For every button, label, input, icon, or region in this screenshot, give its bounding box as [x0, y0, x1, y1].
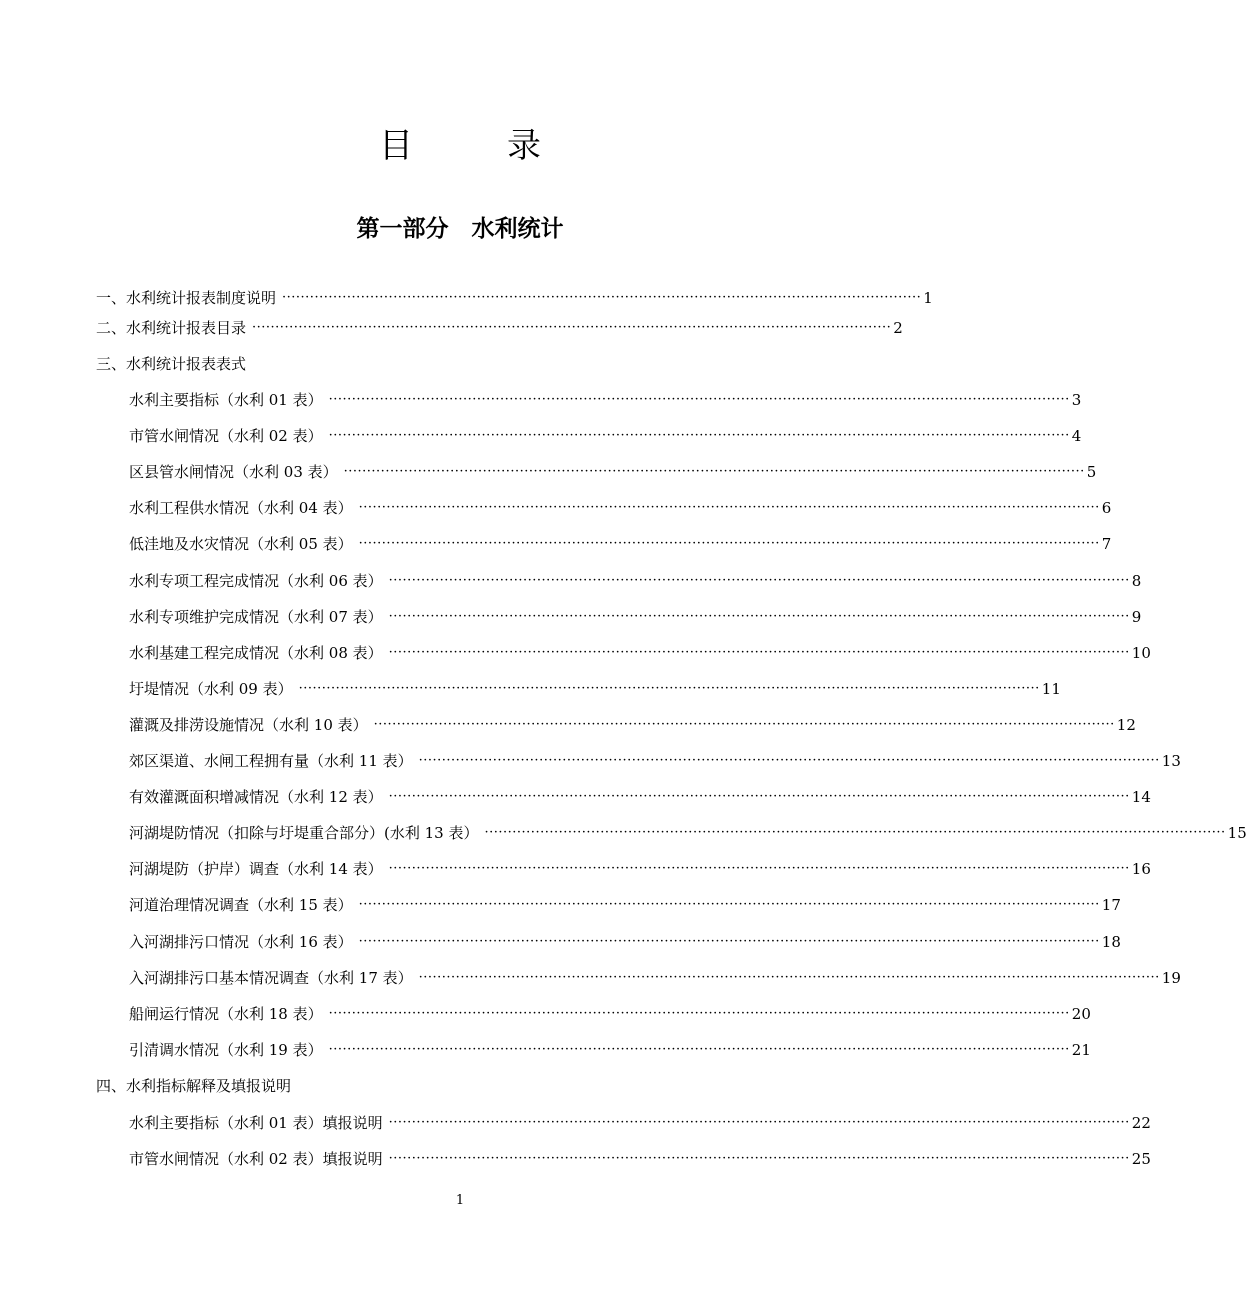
toc-page: 3: [1071, 391, 1082, 409]
toc-label: 有效灌溉面积增减情况（水利 12 表）: [129, 788, 383, 807]
toc-label: 入河湖排污口基本情况调查（水利 17 表）: [129, 968, 413, 987]
toc-page: 11: [1041, 679, 1061, 698]
leader-dots: ································································································································································: [298, 680, 1040, 696]
toc-page: 13: [1161, 752, 1181, 770]
leader-dots: ································································································································································: [328, 1005, 1070, 1021]
toc-row[interactable]: [129, 607, 1142, 627]
toc-section-heading: 三、水利统计报表表式: [96, 355, 247, 373]
toc-row[interactable]: [129, 426, 1082, 446]
toc-page: 17: [1101, 896, 1121, 915]
toc-row[interactable]: [129, 390, 1082, 410]
part-title: 第一部分 水利统计: [356, 216, 564, 242]
toc-label: 水利专项工程完成情况（水利 06 表）: [129, 571, 383, 590]
leader-dots: ································································································································································: [358, 500, 1100, 516]
leader-dots: ································································································································································: [358, 933, 1100, 949]
toc-page: 16: [1131, 860, 1151, 879]
toc-page: 21: [1071, 1040, 1091, 1059]
toc-label: 水利主要指标（水利 01 表）: [129, 391, 323, 409]
toc-label: 船闸运行情况（水利 18 表）: [129, 1004, 323, 1023]
toc-page: 18: [1101, 932, 1121, 951]
toc-row[interactable]: [129, 968, 1181, 988]
toc-page: 10: [1131, 643, 1151, 662]
leader-dots: ································································································································································: [388, 861, 1130, 877]
toc-page: 5: [1086, 463, 1097, 482]
leader-dots: ································································································································································: [388, 644, 1130, 660]
toc-label: 河道治理情况调查（水利 15 表）: [129, 896, 353, 915]
toc-page: 15: [1227, 824, 1247, 843]
leader-dots: ································································································································································: [388, 572, 1130, 588]
toc-page: 6: [1101, 499, 1112, 518]
toc-label: 市管水闸情况（水利 02 表）填报说明: [129, 1150, 383, 1168]
toc-page: 4: [1071, 427, 1082, 446]
toc-page: 2: [893, 319, 903, 337]
leader-dots: ································································································································································: [328, 1041, 1070, 1057]
toc-row[interactable]: [129, 643, 1151, 663]
toc-row[interactable]: [129, 462, 1097, 482]
leader-dots: ································································································································································: [343, 464, 1085, 480]
toc-row[interactable]: [129, 571, 1142, 591]
footer-page-number: 1: [455, 1193, 465, 1208]
toc-row[interactable]: [129, 1113, 1151, 1133]
toc-page: 25: [1131, 1150, 1151, 1168]
toc-label: 区县管水闸情况（水利 03 表）: [129, 463, 338, 482]
toc-page: 22: [1131, 1114, 1151, 1132]
toc-row[interactable]: [129, 787, 1151, 807]
toc-page: 7: [1101, 535, 1112, 554]
toc-page: 9: [1131, 607, 1142, 626]
leader-dots: ································································································································································: [388, 789, 1130, 805]
toc-row[interactable]: [129, 932, 1121, 952]
leader-dots: ································································································································································: [358, 897, 1100, 913]
toc-label: 水利主要指标（水利 01 表）填报说明: [129, 1114, 383, 1132]
toc-row[interactable]: [129, 751, 1181, 771]
toc-label: 入河湖排污口情况（水利 16 表）: [129, 932, 353, 951]
page-title: 目 录: [379, 126, 571, 166]
toc-page: 19: [1161, 968, 1181, 987]
toc-label: 河湖堤防（护岸）调查（水利 14 表）: [129, 860, 383, 879]
leader-dots: ··········································································································································: [282, 290, 922, 305]
toc-label: 灌溉及排涝设施情况（水利 10 表）: [129, 715, 368, 734]
leader-dots: ································································································································································: [328, 392, 1070, 407]
toc-row[interactable]: [129, 1004, 1091, 1024]
toc-label: 引清调水情况（水利 19 表）: [129, 1040, 323, 1059]
toc-row[interactable]: [129, 498, 1112, 518]
toc-page: 1: [923, 289, 933, 307]
toc-label: 圩堤情况（水利 09 表）: [129, 679, 293, 698]
leader-dots: ································································································································································: [484, 825, 1226, 841]
leader-dots: ································································································································································: [373, 716, 1115, 732]
leader-dots: ································································································································································: [328, 428, 1070, 444]
leader-dots: ································································································································································: [388, 1151, 1130, 1166]
leader-dots: ································································································································································: [388, 1115, 1130, 1130]
toc-label: 低洼地及水灾情况（水利 05 表）: [129, 535, 353, 554]
toc-row[interactable]: [129, 859, 1151, 879]
toc-section-heading: 四、水利指标解释及填报说明: [96, 1077, 292, 1095]
toc-label: 郊区渠道、水闸工程拥有量（水利 11 表）: [129, 752, 413, 770]
leader-dots: ································································································································································: [388, 608, 1130, 624]
leader-dots: ································································································································································: [358, 536, 1100, 552]
toc-row[interactable]: [96, 288, 933, 308]
toc-row[interactable]: [129, 895, 1121, 915]
toc-row[interactable]: [129, 679, 1061, 699]
toc-label: 一、水利统计报表制度说明: [96, 289, 277, 307]
toc-page: 12: [1116, 715, 1136, 734]
leader-dots: ································································································································································: [418, 969, 1160, 985]
toc-row[interactable]: [96, 318, 903, 338]
toc-page: 8: [1131, 571, 1142, 590]
leader-dots: ································································································································································: [418, 753, 1160, 768]
toc-label: 市管水闸情况（水利 02 表）: [129, 427, 323, 446]
toc-label: 水利基建工程完成情况（水利 08 表）: [129, 643, 383, 662]
toc-label: 水利工程供水情况（水利 04 表）: [129, 499, 353, 518]
toc-label: 水利专项维护完成情况（水利 07 表）: [129, 607, 383, 626]
toc-page: 20: [1071, 1004, 1091, 1023]
toc-row[interactable]: [129, 534, 1112, 554]
toc-label: 河湖堤防情况（扣除与圩堤重合部分）(水利 13 表）: [129, 824, 479, 843]
toc-page: 14: [1131, 788, 1151, 807]
toc-row[interactable]: [129, 1040, 1091, 1060]
toc-row[interactable]: [129, 715, 1136, 735]
leader-dots: ··········································································································································: [252, 320, 892, 335]
toc-row[interactable]: [129, 823, 1247, 843]
toc-label: 二、水利统计报表目录: [96, 319, 247, 337]
toc-row[interactable]: [129, 1149, 1151, 1169]
